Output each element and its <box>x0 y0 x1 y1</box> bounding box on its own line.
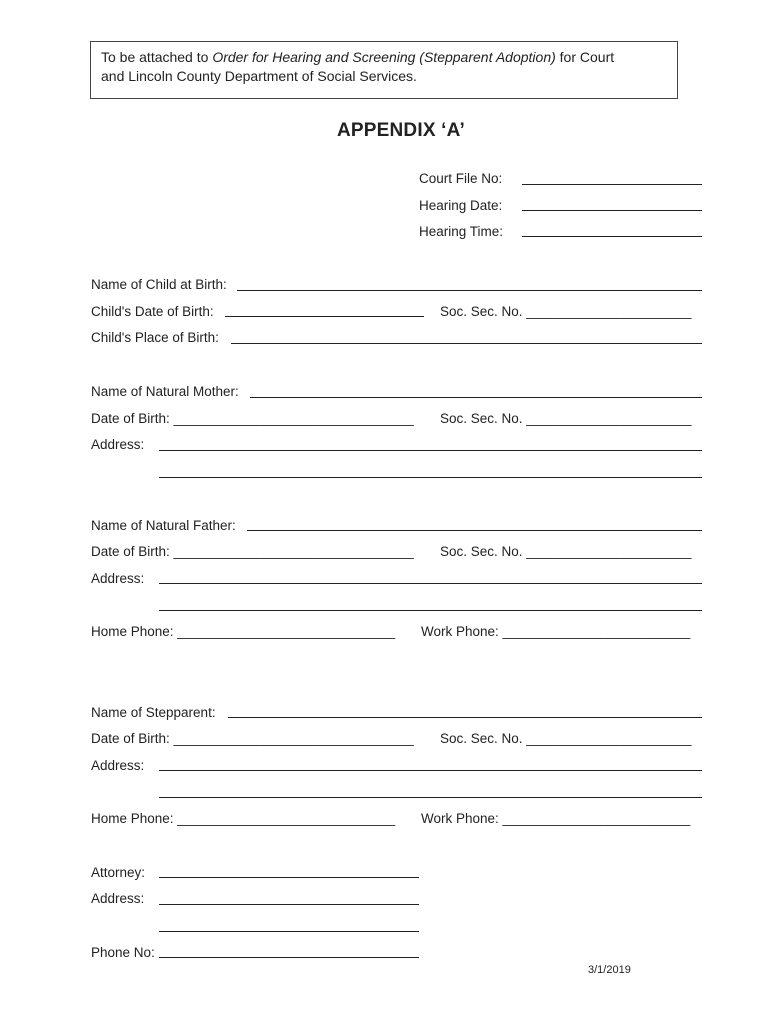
attorney-address-line2[interactable] <box>159 931 419 932</box>
father-work-phone-label[interactable]: Work Phone: _________________________ <box>421 624 691 639</box>
header-note-box <box>90 41 678 99</box>
father-address-line1[interactable] <box>159 583 702 584</box>
stepparent-address-line1[interactable] <box>159 770 702 771</box>
stepparent-name-label: Name of Stepparent: <box>91 705 216 720</box>
child-name-field[interactable] <box>237 290 702 291</box>
header-line2: and Lincoln County Department of Social Services. <box>101 68 417 84</box>
attorney-phone-field[interactable] <box>159 957 419 958</box>
father-address-label: Address: <box>91 571 145 586</box>
attorney-phone-label: Phone No: <box>91 945 155 960</box>
mother-address-label: Address: <box>91 437 145 452</box>
mother-ssn-label[interactable]: Soc. Sec. No. ______________________ <box>440 411 692 426</box>
father-dob-label[interactable]: Date of Birth: ________________________________ <box>91 544 414 559</box>
attorney-address-line1[interactable] <box>159 904 419 905</box>
child-ssn-label[interactable]: Soc. Sec. No. ______________________ <box>440 304 692 319</box>
father-name-label: Name of Natural Father: <box>91 518 236 533</box>
father-name-field[interactable] <box>247 530 702 531</box>
child-dob-label: Child's Date of Birth: <box>91 304 214 319</box>
attorney-address-label: Address: <box>91 891 145 906</box>
mother-dob-label[interactable]: Date of Birth: ________________________________ <box>91 411 414 426</box>
mother-name-label: Name of Natural Mother: <box>91 384 239 399</box>
hearing-date-field[interactable] <box>522 210 702 211</box>
hearing-time-field[interactable] <box>522 236 702 237</box>
child-pob-field[interactable] <box>231 343 702 344</box>
court-file-no-label: Court File No: <box>419 171 503 186</box>
court-file-no-field[interactable] <box>522 184 702 185</box>
header-prefix: To be attached to <box>101 49 213 65</box>
mother-name-field[interactable] <box>250 397 702 398</box>
attorney-name-field[interactable] <box>159 877 419 878</box>
stepparent-address-label: Address: <box>91 758 145 773</box>
father-home-phone-label[interactable]: Home Phone: _____________________________ <box>91 624 396 639</box>
father-address-line2[interactable] <box>159 610 702 611</box>
child-name-label: Name of Child at Birth: <box>91 277 227 292</box>
revision-date: 3/1/2019 <box>588 964 631 976</box>
page-title: APPENDIX ‘A’ <box>336 120 466 141</box>
mother-address-line1[interactable] <box>159 450 702 451</box>
mother-address-line2[interactable] <box>159 477 702 478</box>
hearing-date-label: Hearing Date: <box>419 198 503 213</box>
stepparent-name-field[interactable] <box>228 717 702 718</box>
header-suffix: for Court <box>555 49 615 65</box>
attorney-name-label: Attorney: <box>91 865 146 880</box>
hearing-time-label: Hearing Time: <box>419 224 504 239</box>
stepparent-home-phone-label[interactable]: Home Phone: _____________________________ <box>91 811 396 826</box>
father-ssn-label[interactable]: Soc. Sec. No. ______________________ <box>440 544 692 559</box>
stepparent-ssn-label[interactable]: Soc. Sec. No. ______________________ <box>440 731 692 746</box>
child-pob-label: Child's Place of Birth: <box>91 330 219 345</box>
child-dob-field[interactable] <box>225 316 424 317</box>
header-italic-title: Order for Hearing and Screening (Stepparent Adoption) <box>212 49 556 65</box>
stepparent-work-phone-label[interactable]: Work Phone: _________________________ <box>421 811 691 826</box>
stepparent-dob-label[interactable]: Date of Birth: ________________________________ <box>91 731 414 746</box>
stepparent-address-line2[interactable] <box>159 797 702 798</box>
